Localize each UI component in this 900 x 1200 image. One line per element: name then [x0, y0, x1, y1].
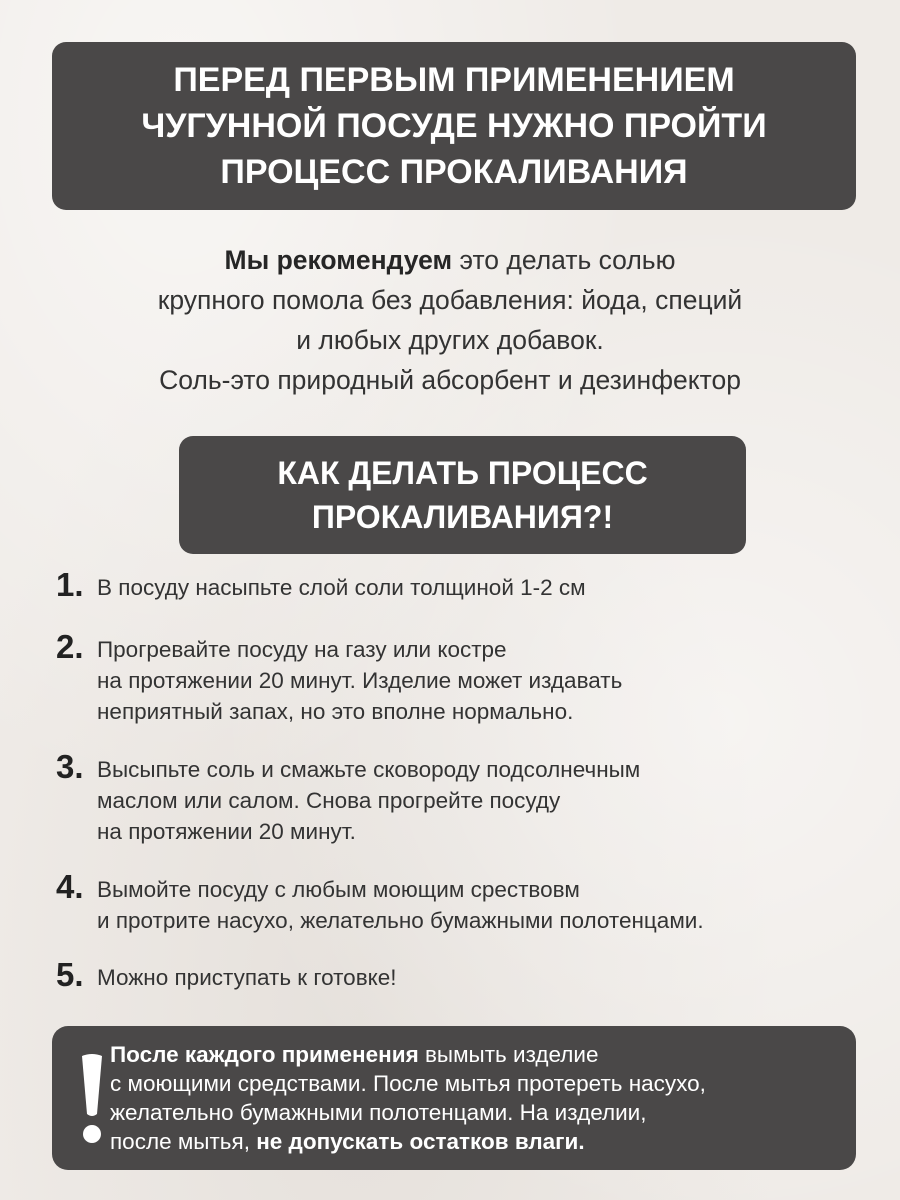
intro-line-1-rest: это делать солью	[452, 245, 676, 275]
note-line-2: с моющими средствами. После мытья протереть насухо,	[110, 1071, 706, 1096]
how-to-banner	[179, 436, 746, 554]
care-note	[52, 1026, 856, 1170]
step-number: 2.	[56, 628, 84, 665]
note-bold-2: не допускать остатков влаги.	[256, 1129, 585, 1154]
intro-line-4: Соль-это природный абсорбент и дезинфектор	[159, 365, 741, 395]
step-line: на протяжении 20 минут. Изделие может издавать	[97, 668, 623, 693]
note-line-3: желательно бумажными полотенцами. На изделии,	[110, 1100, 647, 1125]
note-line-4-start: после мытья,	[110, 1129, 257, 1154]
note-line-1-rest: вымыть изделие	[418, 1042, 599, 1067]
intro-bold: Мы рекомендуем	[224, 245, 453, 275]
step-line: Вымойте посуду с любым моющим срествовм	[97, 877, 580, 902]
step-number: 5.	[56, 956, 84, 993]
step-text	[97, 572, 877, 603]
step-line: Можно приступать к готовке!	[97, 965, 397, 990]
step-text	[97, 874, 877, 936]
step-line: Прогревайте посуду на газу или костре	[97, 637, 507, 662]
step-line: на протяжении 20 минут.	[97, 819, 356, 844]
note-line-1	[110, 1040, 850, 1069]
step-number: 4.	[56, 868, 84, 905]
intro-paragraph	[30, 240, 870, 400]
step-number: 3.	[56, 748, 84, 785]
step-text	[97, 962, 877, 993]
step-number: 1.	[56, 566, 84, 603]
how-to-line-1: КАК ДЕЛАТЬ ПРОЦЕСС	[277, 455, 648, 491]
step-line: маслом или салом. Снова прогрейте посуду	[97, 788, 561, 813]
step-text	[97, 754, 877, 847]
step-line: и протрите насухо, желательно бумажными полотенцами.	[97, 908, 704, 933]
intro-line-3: и любых других добавок.	[296, 325, 604, 355]
header-line-1: ПЕРЕД ПЕРВЫМ ПРИМЕНЕНИЕМ	[173, 61, 735, 99]
intro-line-2: крупного помола без добавления: йода, специй	[157, 285, 743, 315]
step-text	[97, 634, 877, 727]
exclamation-icon	[70, 1052, 114, 1146]
step-line: неприятный запах, но это вполне нормально.	[97, 699, 574, 724]
header-line-3: ПРОЦЕСС ПРОКАЛИВАНИЯ	[220, 153, 688, 191]
intro-line-1	[30, 240, 870, 280]
header-banner	[52, 42, 856, 210]
how-to-line-2: ПРОКАЛИВАНИЯ?!	[311, 499, 614, 535]
note-bold-1: После каждого применения	[110, 1042, 419, 1067]
step-line: В посуду насыпьте слой соли толщиной 1-2 см	[97, 575, 586, 600]
header-line-2: ЧУГУННОЙ ПОСУДЕ НУЖНО ПРОЙТИ	[141, 107, 767, 145]
note-line-4	[110, 1127, 850, 1156]
care-note-text	[110, 1040, 850, 1156]
step-line: Высыпьте соль и смажьте сковороду подсолнечным	[97, 757, 641, 782]
